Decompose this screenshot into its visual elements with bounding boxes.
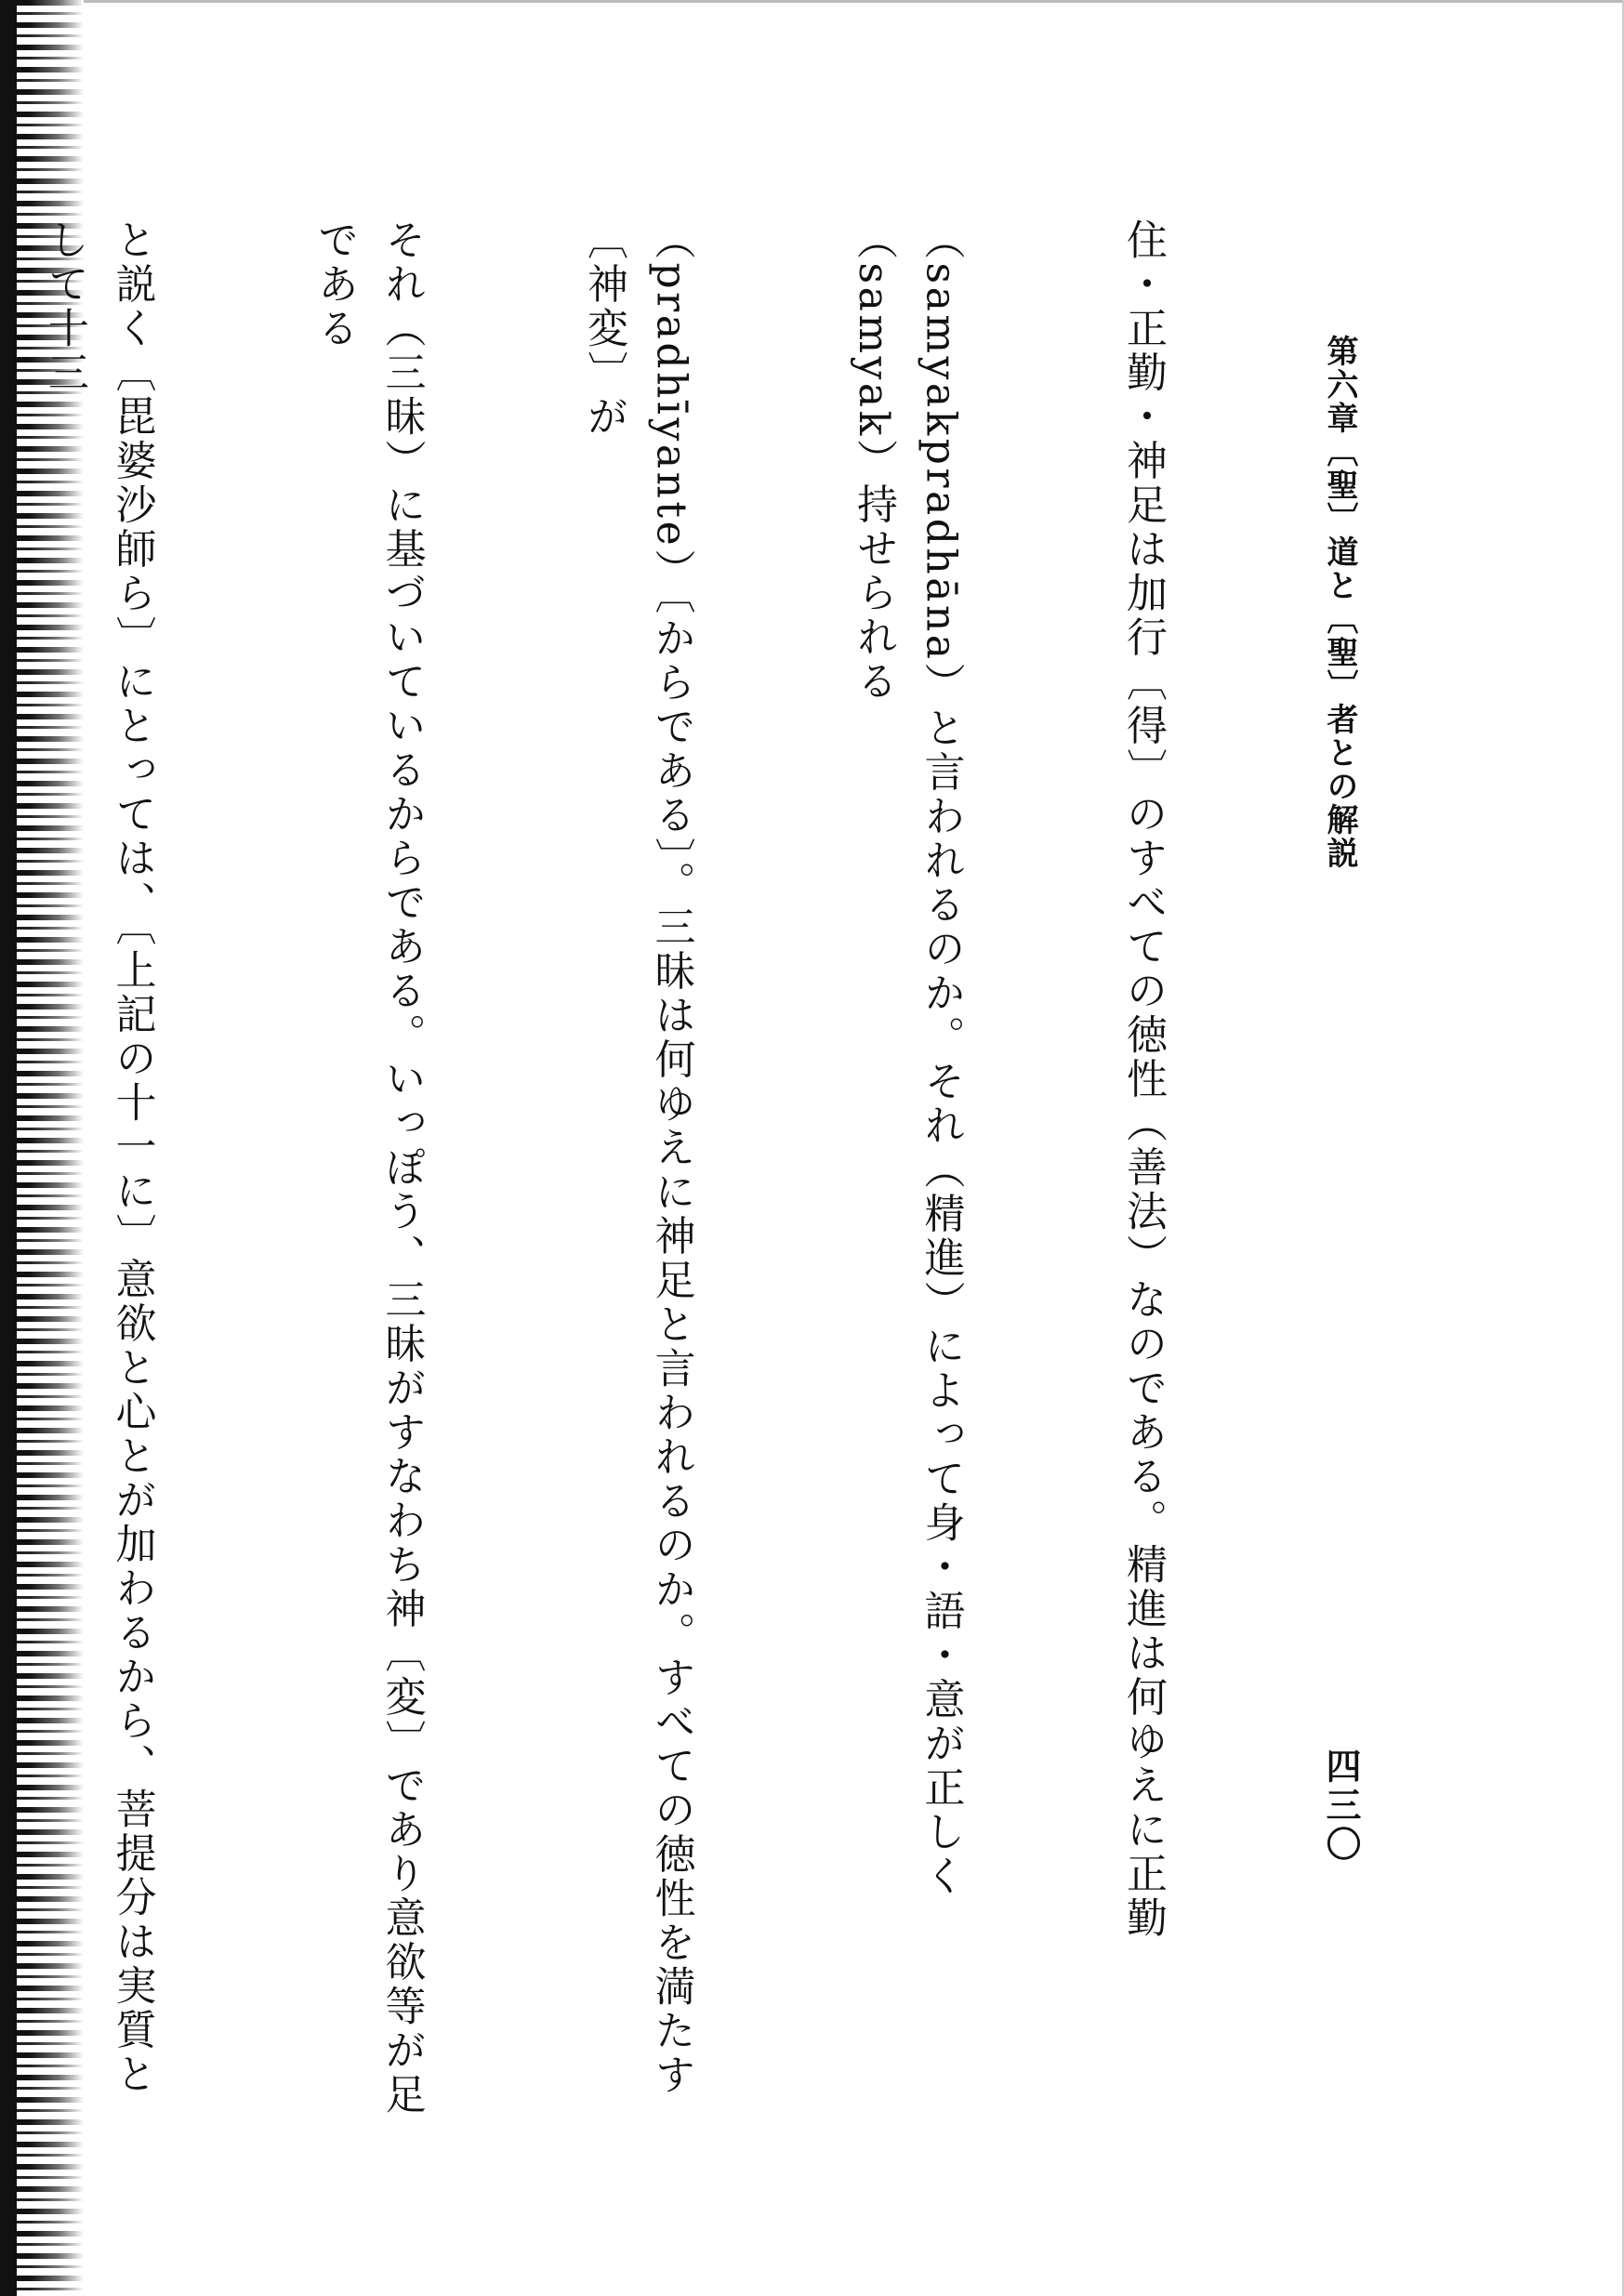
body-line: （pradhīyante）〔からである〕。三昧は何ゆえに神足と言われるのか。すべての徳性を満たす〔神変〕が [580,218,695,2098]
scan-top-edge [84,0,1624,3]
page-number: 四三〇 [1320,1748,1362,1865]
body-line: それ（三昧）に基づいているからである。いっぽう、三昧がすなわち神〔変〕であり意欲等が足である [310,218,426,2118]
body-line: 住・正勤・神足は加行〔得〕のすべての徳性（善法）なのである。精進は何ゆえに正勤 [1119,218,1167,1941]
body-line: と説く〔毘婆沙師ら〕にとっては、〔上記の十一に〕意欲と心とが加わるから、菩提分は実質として十三 [41,218,156,2097]
body-line: （samyakpradhāna）と言われるのか。それ（精進）によって身・語・意が正しく（samyak）持せられる [850,218,965,1899]
running-header: 第六章〔聖〕道と〔聖〕者との解説 [1321,335,1358,870]
body-text [41,218,1311,2124]
